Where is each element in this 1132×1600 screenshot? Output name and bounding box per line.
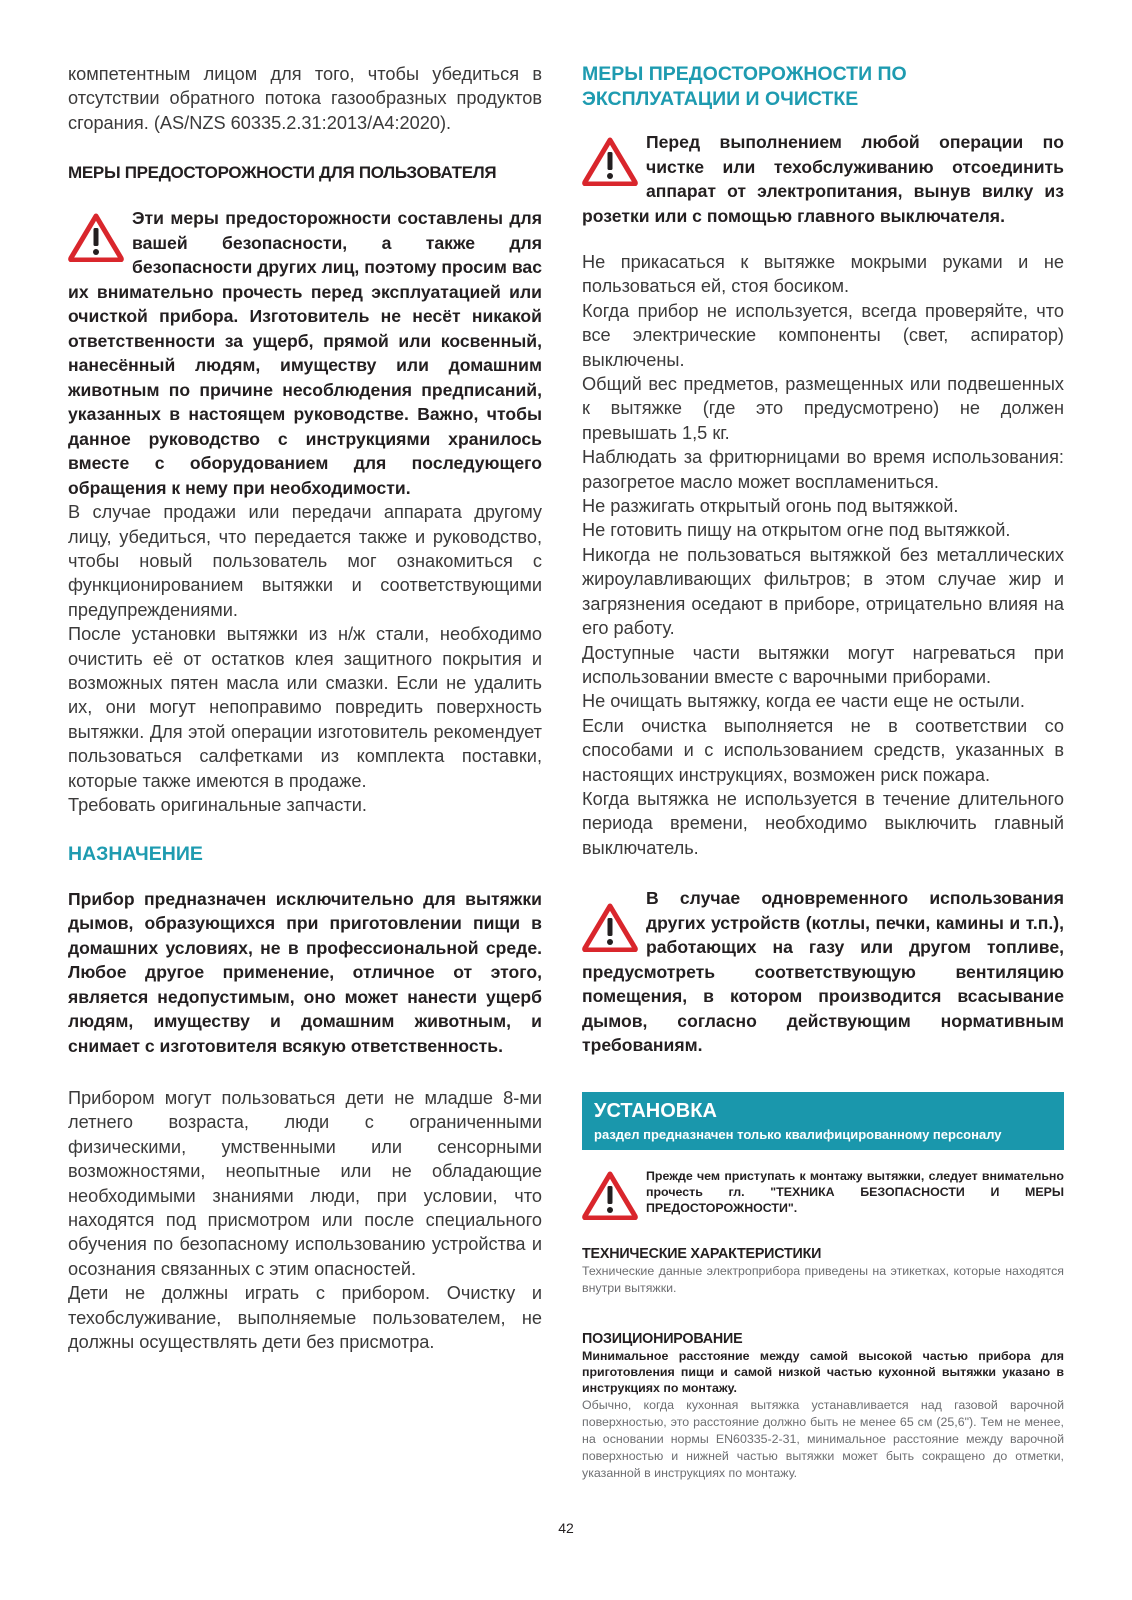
operation-paragraph: Когда прибор не используется, всегда проверяйте, что все электрические компоненты (свет, аспиратор) выключены. [582,300,1064,370]
right-column [582,62,1064,1482]
installation-subtitle: раздел предназначен только квалифицированному персоналу [594,1126,1002,1142]
installation-warning-text: Прежде чем приступать к монтажу вытяжки, следует внимательно прочесть гл. "ТЕХНИКА БЕЗОПАСНОСТИ И МЕРЫ ПРЕДОСТОРОЖНОСТИ". [646,1168,1064,1216]
installation-warning-block [582,1168,1064,1217]
page-number: 42 [558,1520,574,1536]
operation-paragraph: Никогда не пользоваться вытяжкой без металлических жироулавливающих фильтров; в этом случае жир и загрязнения оседают в приборе, отрицательно влияя на его работу. [582,544,1064,639]
positioning-heading: ПОЗИЦИОНИРОВАНИЕ [582,1330,743,1347]
installation-title: УСТАНОВКА [594,1099,717,1122]
gas-warning-text: В случае одновременного использования других устройств (котлы, печки, камины и т.п.), работающих на газу или другом топливе, предусмотреть соответствующую вентиляцию помещения, в котором производится всасывание дымов, согласно действующим нормативным требованиям. [582,888,1064,1056]
user-warning-block [68,206,542,500]
operation-paragraph: Наблюдать за фритюрницами во время использования: разогретое масло может воспламениться. [582,447,1064,492]
operation-warning-text: Перед выполнением любой операции по чистке или техобслуживанию отсоединить аппарат от электропитания, вынув вилку из розетки или с помощью главного выключателя. [582,132,1064,226]
gas-warning-block [582,886,1064,1058]
warning-icon [582,1170,638,1220]
operation-paragraph: Общий вес предметов, размещенных или подвешенных к вытяжке (где это предусмотрено) не должен превышать 1,5 кг. [582,374,1064,443]
user-warning-text: Эти меры предосторожности составлены для вашей безопасности, а также для безопасности других лиц, поэтому просим вас их внимательно прочесть перед эксплуатацией или очисткой прибора. Изготовитель не несёт никакой ответственности за ущерб, прямой или косвенный, нанесённый людям, имуществу или домашним животным по причине несоблюдения предписаний, указанных в настоящем руководстве. Важно, чтобы данное руководство с инструкциями хранилось вместе с оборудованием для последующего обращения к нему при необходимости. [68,208,542,498]
purpose-bold-text: Прибор предназначен исключительно для вытяжки дымов, образующихся при приготовлении пищи в домашних условиях, не в профессиональной среде. Любое другое применение, отличное от этого, является недопустимым, оно может нанести ущерб людям, имуществу и домашним животным, и снимает с изготовителя всякую ответственность. [68,888,542,1056]
operation-paragraph: Не очищать вытяжку, когда ее части еще не остыли. [582,691,1025,712]
sale-paragraph: В случае продажи или передачи аппарата другому лицу, убедиться, что передается также и руководство, чтобы новый пользователь мог ознакомиться с функционированием вытяжки и соответствующими предупреждениями. [68,502,542,620]
children-cleaning-paragraph: Дети не должны играть с прибором. Очистку и техобслуживание, выполняемые пользователем, не должны осуществлять дети без присмотра. [68,1283,542,1353]
operation-paragraph: Если очистка выполняется не в соответствии со способами и с использованием средств, указанных в настоящих инструкциях, возможен риск пожара. [582,715,1064,785]
tech-text: Технические данные электроприбора приведены на этикетках, которые находятся внутри вытяжки. [582,1263,1064,1295]
left-column [68,62,542,1354]
operation-paragraph: Не прикасаться к вытяжке мокрыми руками и не пользоваться ей, стоя босиком. [582,252,1064,297]
operation-paragraph: Не готовить пищу на открытом огне под вытяжкой. [582,520,1011,541]
operation-paragraph: Когда вытяжка не используется в течение длительного периода времени, необходимо выключить главный выключатель. [582,788,1064,858]
installation-section [582,1092,1064,1482]
spare-parts-paragraph: Требовать оригинальные запчасти. [68,795,367,816]
user-precautions-heading: МЕРЫ ПРЕДОСТОРОЖНОСТИ ДЛЯ ПОЛЬЗОВАТЕЛЯ [68,163,497,183]
cleaning-paragraph: После установки вытяжки из н/ж стали, необходимо очистить её от остатков клея защитного покрытия и возможных пятен масла или смазки. Если не удалить их, они могут непоправимо повредить поверхность вытяжки. Для этой операции изготовитель рекомендует пользоваться салфетками из комплекта поставки, которые также имеются в продаже. [68,624,542,791]
operation-heading-line2: ЭКСПЛУАТАЦИИ И ОЧИСТКЕ [582,88,859,110]
children-paragraph: Прибором могут пользоваться дети не младше 8-ми летнего возраста, люди с ограниченными физическими, умственными или сенсорными возможностями, неопытные или не обладающие необходимыми знаниями люди, при условии, что находятся под присмотром или после специального обучения по безопасному использованию устройства и осознания связанных с этим опасностей. [68,1088,542,1279]
intro-paragraph: компетентным лицом для того, чтобы убедиться в отсутствии обратного потока газообразных продуктов сгорания. (AS/NZS 60335.2.31:2013/A4:2020). [68,64,542,133]
warning-icon [582,902,638,952]
operation-paragraphs [582,250,1064,860]
tech-heading: ТЕХНИЧЕСКИЕ ХАРАКТЕРИСТИКИ [582,1245,822,1262]
purpose-heading: НАЗНАЧЕНИЕ [68,842,203,865]
operation-warning-block [582,130,1064,228]
warning-icon [68,212,124,262]
positioning-text: Обычно, когда кухонная вытяжка устанавливается над газовой варочной поверхностью, это расстояние должно быть не менее 65 см (25,6"). Тем не менее, на основании нормы EN60335-2-31, минимальное расстояние между варочной поверхностью и нижней частью вытяжки может быть сокращено до отметки, указанной в инструкциях по монтажу. [582,1397,1064,1480]
positioning-bold-text: Минимальное расстояние между самой высокой частью прибора для приготовления пищи и самой низкой частью кухонной вытяжки указано в инструкциях по монтажу. [582,1348,1064,1396]
operation-paragraph: Не разжигать открытый огонь под вытяжкой. [582,496,959,517]
operation-paragraph: Доступные части вытяжки могут нагреваться при использовании вместе с варочными приборами. [582,642,1064,687]
warning-icon [582,136,638,186]
operation-heading-line1: МЕРЫ ПРЕДОСТОРОЖНОСТИ ПО [582,63,907,85]
installation-header [582,1092,1064,1150]
